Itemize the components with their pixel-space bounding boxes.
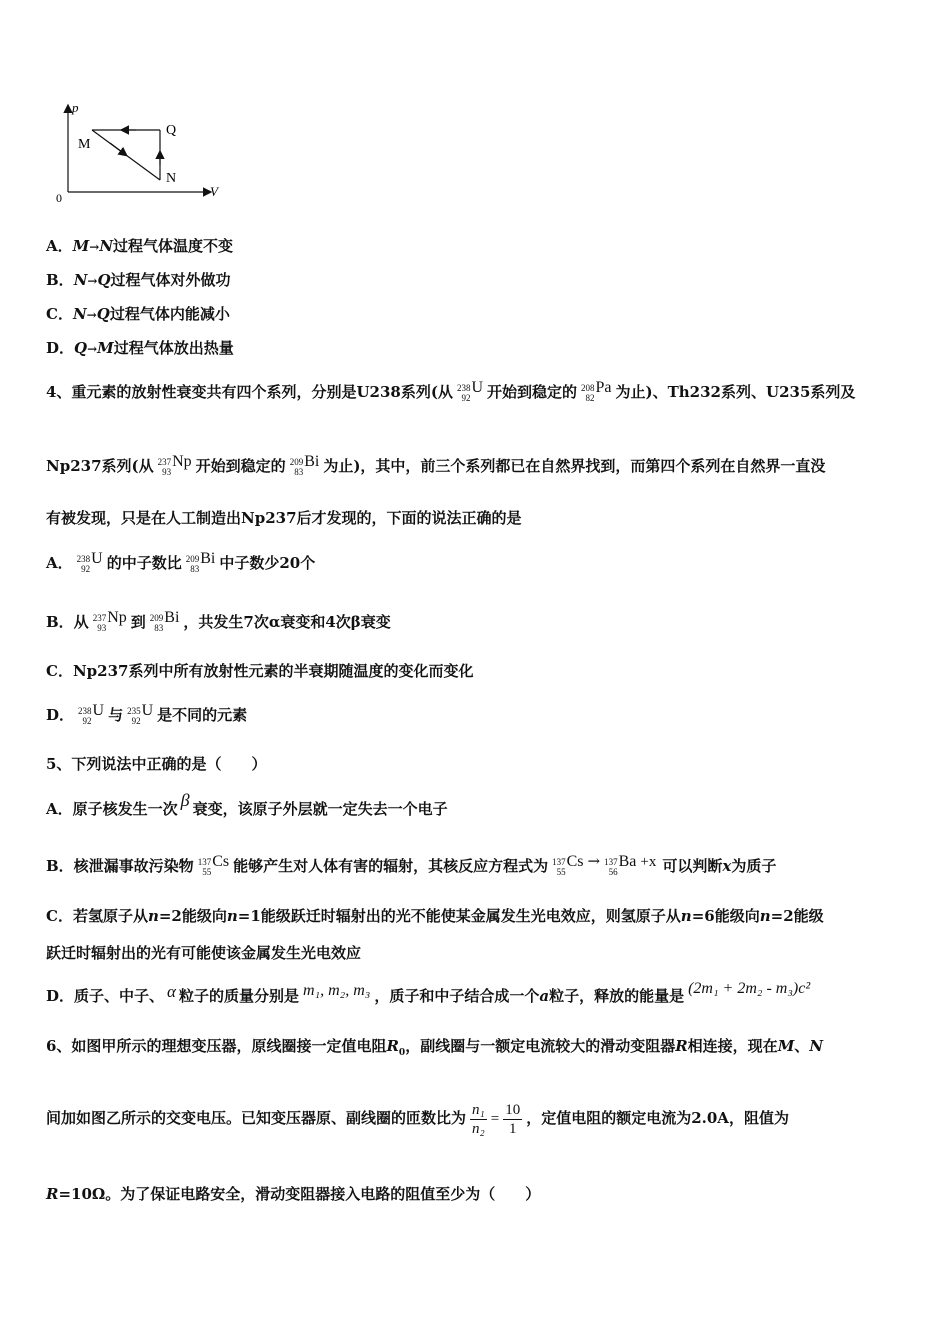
q5-option-a: A．原子核发生一次 β 衰变，该原子外层就一定失去一个电子 xyxy=(46,790,448,818)
q4-stem-line1: 4、重元素的放射性衰变共有四个系列，分别是U238系列(从 238 92 U 开始到稳定的 208 82 Pa 为止)、Th232系列、U235系列及 xyxy=(46,379,856,404)
q3-option-b: B．N→Q过程气体对外做功 xyxy=(46,271,231,289)
q5-option-d: D．质子、中子、 α 粒子的质量分别是 m₁, m₂, m₃ ，质子和中子结合成一个a粒子，释放的能量是 (2m₁ + 2m₂ - m₃)c² xyxy=(46,980,811,1005)
q4-option-c: C．Np237系列中所有放射性元素的半衰期随温度的变化而变化 xyxy=(46,662,474,680)
origin-label: 0 xyxy=(56,191,62,205)
p-label: p xyxy=(72,100,79,115)
q5-option-b: B．核泄漏事故污染物 137 55 Cs 能够产生对人体有害的辐射，其核反应方程式为 137 55 Cs → 137 56 Ba +x 可以判断x为质子 xyxy=(46,852,777,878)
q4-option-b: B．从 237 93 Np 到 209 83 Bi ，共发生7次α衰变和4次β衰变 xyxy=(46,609,391,634)
q4-stem-line3: 有被发现，只是在人工制造出Np237后才发现的，下面的说法正确的是 xyxy=(46,509,522,527)
q3-option-a: A．M→N过程气体温度不变 xyxy=(46,237,234,255)
q-label: Q xyxy=(166,123,177,138)
pv-diagram xyxy=(50,100,230,210)
nuclide-np237: 237 93 Np xyxy=(157,453,192,478)
q6-stem-line3: R=10Ω。为了保证电路安全，滑动变阻器接入电路的阻值至少为（ ） xyxy=(46,1185,541,1203)
q3-option-c: C．N→Q过程气体内能减小 xyxy=(46,305,230,323)
q3-option-d: D．Q→M过程气体放出热量 xyxy=(46,339,234,357)
nuclide-u238: 238 92 U xyxy=(456,379,483,404)
v-label: V xyxy=(210,184,218,199)
q4-stem-line2: Np237系列(从 237 93 Np 开始到稳定的 209 83 Bi 为止)，其中，前三个系列都已在自然界找到，而第四个系列在自然界一直没 xyxy=(46,453,826,478)
ratio-fraction-left: $\frac{\text{n₁}}{\text{n₂}}$ xyxy=(472,1101,485,1137)
ratio-fraction-right: $\frac{10}{1}$ xyxy=(505,1101,521,1137)
q4-option-d: D． 238 92 U 与 235 92 U 是不同的元素 xyxy=(46,702,248,727)
q5-option-c-line1: C．若氢原子从n=2能级向n=1能级跃迁时辐射出的光不能使某金属发生光电效应，则氢原子从n=6能级向n=2能级 xyxy=(46,907,824,925)
n-label: N xyxy=(166,171,177,186)
q5-option-c-line2: 跃迁时辐射出的光有可能使该金属发生光电效应 xyxy=(46,944,362,962)
q6-stem-line1: 6、如图甲所示的理想变压器，原线圈接一定值电阻$R_0$，副线圈与一额定电流较大的滑动变阻器R相连接，现在M、N xyxy=(46,1037,824,1058)
nuclide-bi209: 209 83 Bi xyxy=(289,453,320,478)
q4-option-a: A． 238 92 U 的中子数比 209 83 Bi 中子数少20个 xyxy=(46,550,316,575)
q6-stem-line2: 间加如图乙所示的交变电压。已知变压器原、副线圈的匝数比为 $\frac{\text{n₁}}{\text{n₂}}$ = $\frac{10}{1}$ ，定值电阻的额定电流为2.0A，阻值为 xyxy=(46,1101,789,1137)
nuclide-pa208: 208 82 Pa xyxy=(581,379,612,404)
arrow-m-n xyxy=(110,143,126,155)
q5-stem: 5、下列说法中正确的是（ ） xyxy=(46,755,267,773)
m-label: M xyxy=(78,137,91,152)
